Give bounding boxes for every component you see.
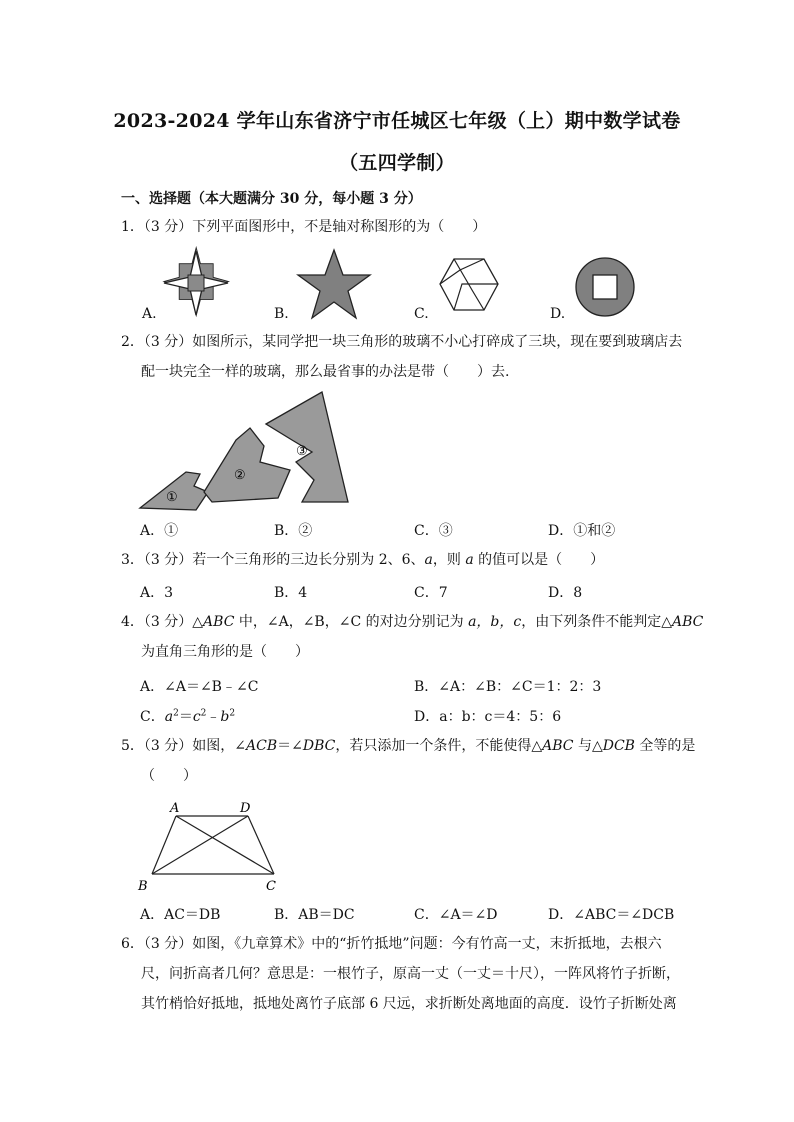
- q5-option-d[interactable]: D．∠ABC＝∠DCB: [548, 907, 675, 923]
- q1-figure-a-cross-star: [160, 246, 240, 318]
- q1-option-d[interactable]: D.: [550, 306, 566, 322]
- point-c-label: C: [266, 879, 276, 894]
- q5-option-a[interactable]: A．AC＝DB: [140, 907, 221, 923]
- q1-figure-b-star: [296, 248, 372, 320]
- question-1-text: 1．（3 分）下列平面图形中，不是轴对称图形的为（ ）: [121, 219, 487, 235]
- point-d-label: D: [240, 801, 251, 816]
- q5-option-b[interactable]: B．AB＝DC: [274, 907, 355, 923]
- q4-option-b[interactable]: B．∠A：∠B：∠C＝1：2：3: [414, 679, 602, 695]
- q1-option-c[interactable]: C.: [414, 306, 429, 322]
- glass-piece-2: [204, 428, 290, 502]
- piece-2-label: ②: [234, 468, 246, 483]
- q2-option-a[interactable]: A．①: [140, 523, 179, 539]
- question-6-line-3: 其竹梢恰好抵地，抵地处离竹子底部 6 尺远，求折断处离地面的高度．设竹子折断处离: [141, 996, 677, 1012]
- q1-figure-d-coin: [574, 256, 636, 318]
- q5-option-c[interactable]: C．∠A＝∠D: [414, 907, 498, 923]
- question-2-line-2: 配一块完全一样的玻璃，那么最省事的办法是带（ ）去.: [141, 364, 510, 380]
- question-5-line-1: 5．（3 分）如图，∠ACB＝∠DBC，若只添加一个条件，不能使得△ABC 与△DCB 全等的是: [121, 738, 696, 754]
- question-6-line-1: 6．（3 分）如图，《九章算术》中的“折竹抵地”问题：今有竹高一丈，末折抵地，去根六: [121, 936, 662, 952]
- point-a-label: A: [170, 801, 180, 816]
- q2-option-b[interactable]: B．②: [274, 523, 313, 539]
- q3-option-b[interactable]: B．4: [274, 585, 308, 601]
- q2-glass-pieces-figure: [136, 388, 352, 512]
- question-2-line-1: 2．（3 分）如图所示，某同学把一块三角形的玻璃不小心打碎成了三块，现在要到玻璃店去: [121, 334, 683, 350]
- piece-3-label: ③: [296, 444, 308, 459]
- question-4-line-1: 4．（3 分）△ABC 中，∠A，∠B，∠C 的对边分别记为 a，b，c，由下列条件不能判定△ABC: [121, 614, 704, 630]
- question-3-text: 3．（3 分）若一个三角形的三边长分别为 2、6、a，则 a 的值可以是（ ）: [121, 552, 605, 568]
- question-4-line-2: 为直角三角形的是（ ）: [141, 644, 309, 660]
- q3-option-d[interactable]: D．8: [548, 585, 583, 601]
- q5-triangles-figure: [134, 796, 286, 896]
- q1-option-a[interactable]: A.: [142, 306, 157, 322]
- q4-option-a[interactable]: A．∠A＝∠B﹣∠C: [140, 679, 259, 695]
- q1-option-b[interactable]: B.: [274, 306, 289, 322]
- q4-option-d[interactable]: D．a：b：c＝4：5：6: [414, 709, 562, 725]
- section-heading: 一、选择题（本大题满分 30 分，每小题 3 分）: [121, 191, 422, 207]
- q2-option-c[interactable]: C．③: [414, 523, 453, 539]
- question-6-line-2: 尺，问折高者几何？意思是：一根竹子，原高一丈（一丈＝十尺），一阵风将竹子折断，: [141, 966, 680, 982]
- question-5-line-2: （ ）: [141, 768, 197, 784]
- exam-subtitle: （五四学制）: [339, 152, 455, 174]
- exam-title: 2023-2024 学年山东省济宁市任城区七年级（上）期中数学试卷: [113, 110, 681, 132]
- q3-option-c[interactable]: C．7: [414, 585, 448, 601]
- q3-option-a[interactable]: A．3: [140, 585, 174, 601]
- piece-1-label: ①: [166, 490, 178, 505]
- q4-option-c[interactable]: C．$a^2=c^2﹣b^2$: [140, 708, 236, 725]
- q1-figure-c-hexagon: [438, 256, 500, 314]
- q2-option-d[interactable]: D．①和②: [548, 523, 616, 539]
- point-b-label: B: [138, 879, 148, 894]
